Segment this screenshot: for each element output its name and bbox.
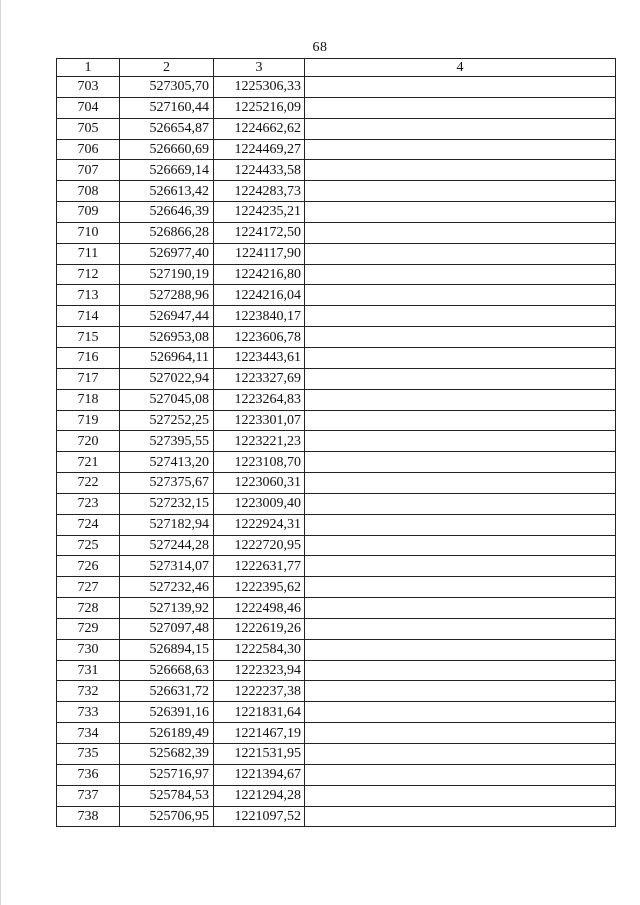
point-number-cell: 724 bbox=[57, 514, 120, 535]
point-number-cell: 730 bbox=[57, 639, 120, 660]
y-coordinate-cell: 1222395,62 bbox=[214, 577, 305, 598]
point-number-cell: 704 bbox=[57, 97, 120, 118]
y-coordinate-cell: 1223264,83 bbox=[214, 389, 305, 410]
x-coordinate-cell: 527160,44 bbox=[120, 97, 214, 118]
y-coordinate-cell: 1223606,78 bbox=[214, 327, 305, 348]
note-cell bbox=[305, 577, 616, 598]
point-number-cell: 710 bbox=[57, 222, 120, 243]
y-coordinate-cell: 1223301,07 bbox=[214, 410, 305, 431]
x-coordinate-cell: 526631,72 bbox=[120, 681, 214, 702]
point-number-cell: 719 bbox=[57, 410, 120, 431]
y-coordinate-cell: 1225306,33 bbox=[214, 77, 305, 98]
point-number-cell: 725 bbox=[57, 535, 120, 556]
table-row bbox=[57, 410, 616, 431]
point-number-cell: 703 bbox=[57, 77, 120, 98]
y-coordinate-cell: 1223840,17 bbox=[214, 306, 305, 327]
table-header-row bbox=[57, 59, 616, 77]
point-number-cell: 727 bbox=[57, 577, 120, 598]
x-coordinate-cell: 527375,67 bbox=[120, 473, 214, 494]
note-cell bbox=[305, 514, 616, 535]
table-row bbox=[57, 202, 616, 223]
x-coordinate-cell: 527139,92 bbox=[120, 598, 214, 619]
x-coordinate-cell: 526866,28 bbox=[120, 222, 214, 243]
y-coordinate-cell: 1222924,31 bbox=[214, 514, 305, 535]
table-row bbox=[57, 785, 616, 806]
table-row bbox=[57, 473, 616, 494]
y-coordinate-cell: 1223221,23 bbox=[214, 431, 305, 452]
note-cell bbox=[305, 702, 616, 723]
note-cell bbox=[305, 285, 616, 306]
table-row bbox=[57, 368, 616, 389]
table-row bbox=[57, 285, 616, 306]
y-coordinate-cell: 1223327,69 bbox=[214, 368, 305, 389]
table-row bbox=[57, 681, 616, 702]
note-cell bbox=[305, 660, 616, 681]
point-number-cell: 708 bbox=[57, 181, 120, 202]
x-coordinate-cell: 527244,28 bbox=[120, 535, 214, 556]
note-cell bbox=[305, 618, 616, 639]
table-row bbox=[57, 660, 616, 681]
point-number-cell: 736 bbox=[57, 764, 120, 785]
note-cell bbox=[305, 222, 616, 243]
note-cell bbox=[305, 306, 616, 327]
y-coordinate-cell: 1224469,27 bbox=[214, 139, 305, 160]
y-coordinate-cell: 1223443,61 bbox=[214, 347, 305, 368]
y-coordinate-cell: 1224283,73 bbox=[214, 181, 305, 202]
table-row bbox=[57, 723, 616, 744]
x-coordinate-cell: 527182,94 bbox=[120, 514, 214, 535]
table-row bbox=[57, 806, 616, 827]
table-row bbox=[57, 306, 616, 327]
table-row bbox=[57, 77, 616, 98]
y-coordinate-cell: 1222323,94 bbox=[214, 660, 305, 681]
x-coordinate-cell: 527045,08 bbox=[120, 389, 214, 410]
coordinates-table bbox=[56, 58, 616, 827]
table-body bbox=[57, 77, 616, 827]
x-coordinate-cell: 526964,11 bbox=[120, 347, 214, 368]
note-cell bbox=[305, 202, 616, 223]
point-number-cell: 713 bbox=[57, 285, 120, 306]
note-cell bbox=[305, 181, 616, 202]
y-coordinate-cell: 1221097,52 bbox=[214, 806, 305, 827]
x-coordinate-cell: 527232,46 bbox=[120, 577, 214, 598]
x-coordinate-cell: 527314,07 bbox=[120, 556, 214, 577]
table-row bbox=[57, 139, 616, 160]
x-coordinate-cell: 526894,15 bbox=[120, 639, 214, 660]
y-coordinate-cell: 1224117,90 bbox=[214, 243, 305, 264]
note-cell bbox=[305, 785, 616, 806]
point-number-cell: 722 bbox=[57, 473, 120, 494]
column-header-2: 2 bbox=[120, 59, 214, 77]
note-cell bbox=[305, 347, 616, 368]
x-coordinate-cell: 526668,63 bbox=[120, 660, 214, 681]
note-cell bbox=[305, 264, 616, 285]
x-coordinate-cell: 526953,08 bbox=[120, 327, 214, 348]
y-coordinate-cell: 1221294,28 bbox=[214, 785, 305, 806]
y-coordinate-cell: 1224433,58 bbox=[214, 160, 305, 181]
x-coordinate-cell: 527305,70 bbox=[120, 77, 214, 98]
column-header-3: 3 bbox=[214, 59, 305, 77]
point-number-cell: 737 bbox=[57, 785, 120, 806]
note-cell bbox=[305, 639, 616, 660]
point-number-cell: 731 bbox=[57, 660, 120, 681]
note-cell bbox=[305, 744, 616, 765]
table-row bbox=[57, 702, 616, 723]
point-number-cell: 735 bbox=[57, 744, 120, 765]
x-coordinate-cell: 525706,95 bbox=[120, 806, 214, 827]
point-number-cell: 732 bbox=[57, 681, 120, 702]
note-cell bbox=[305, 598, 616, 619]
y-coordinate-cell: 1221394,67 bbox=[214, 764, 305, 785]
table-row bbox=[57, 493, 616, 514]
table-row bbox=[57, 556, 616, 577]
y-coordinate-cell: 1224216,04 bbox=[214, 285, 305, 306]
point-number-cell: 709 bbox=[57, 202, 120, 223]
point-number-cell: 705 bbox=[57, 118, 120, 139]
table-row bbox=[57, 118, 616, 139]
point-number-cell: 723 bbox=[57, 493, 120, 514]
point-number-cell: 706 bbox=[57, 139, 120, 160]
x-coordinate-cell: 526977,40 bbox=[120, 243, 214, 264]
table-row bbox=[57, 744, 616, 765]
note-cell bbox=[305, 473, 616, 494]
table-row bbox=[57, 514, 616, 535]
x-coordinate-cell: 526391,16 bbox=[120, 702, 214, 723]
y-coordinate-cell: 1221531,95 bbox=[214, 744, 305, 765]
point-number-cell: 738 bbox=[57, 806, 120, 827]
page-number: 68 bbox=[312, 40, 328, 55]
x-coordinate-cell: 527395,55 bbox=[120, 431, 214, 452]
point-number-cell: 711 bbox=[57, 243, 120, 264]
x-coordinate-cell: 527022,94 bbox=[120, 368, 214, 389]
table-row bbox=[57, 431, 616, 452]
note-cell bbox=[305, 77, 616, 98]
point-number-cell: 733 bbox=[57, 702, 120, 723]
point-number-cell: 726 bbox=[57, 556, 120, 577]
point-number-cell: 718 bbox=[57, 389, 120, 410]
y-coordinate-cell: 1222584,30 bbox=[214, 639, 305, 660]
x-coordinate-cell: 527288,96 bbox=[120, 285, 214, 306]
table-row bbox=[57, 181, 616, 202]
x-coordinate-cell: 527232,15 bbox=[120, 493, 214, 514]
y-coordinate-cell: 1221831,64 bbox=[214, 702, 305, 723]
point-number-cell: 712 bbox=[57, 264, 120, 285]
note-cell bbox=[305, 535, 616, 556]
table-row bbox=[57, 347, 616, 368]
note-cell bbox=[305, 493, 616, 514]
table-row bbox=[57, 327, 616, 348]
table-row bbox=[57, 389, 616, 410]
x-coordinate-cell: 525682,39 bbox=[120, 744, 214, 765]
point-number-cell: 721 bbox=[57, 452, 120, 473]
note-cell bbox=[305, 806, 616, 827]
point-number-cell: 716 bbox=[57, 347, 120, 368]
y-coordinate-cell: 1222720,95 bbox=[214, 535, 305, 556]
note-cell bbox=[305, 410, 616, 431]
y-coordinate-cell: 1222237,38 bbox=[214, 681, 305, 702]
point-number-cell: 729 bbox=[57, 618, 120, 639]
y-coordinate-cell: 1222498,46 bbox=[214, 598, 305, 619]
point-number-cell: 734 bbox=[57, 723, 120, 744]
note-cell bbox=[305, 431, 616, 452]
x-coordinate-cell: 527097,48 bbox=[120, 618, 214, 639]
table-row bbox=[57, 535, 616, 556]
point-number-cell: 715 bbox=[57, 327, 120, 348]
note-cell bbox=[305, 139, 616, 160]
note-cell bbox=[305, 452, 616, 473]
table-row bbox=[57, 618, 616, 639]
x-coordinate-cell: 525716,97 bbox=[120, 764, 214, 785]
y-coordinate-cell: 1224662,62 bbox=[214, 118, 305, 139]
x-coordinate-cell: 527190,19 bbox=[120, 264, 214, 285]
y-coordinate-cell: 1225216,09 bbox=[214, 97, 305, 118]
table-row bbox=[57, 577, 616, 598]
note-cell bbox=[305, 556, 616, 577]
y-coordinate-cell: 1222619,26 bbox=[214, 618, 305, 639]
point-number-cell: 717 bbox=[57, 368, 120, 389]
y-coordinate-cell: 1224172,50 bbox=[214, 222, 305, 243]
table-row bbox=[57, 598, 616, 619]
table-row bbox=[57, 639, 616, 660]
coordinates-table-container bbox=[56, 58, 616, 827]
x-coordinate-cell: 526654,87 bbox=[120, 118, 214, 139]
table-row bbox=[57, 97, 616, 118]
column-header-4: 4 bbox=[305, 59, 616, 77]
note-cell bbox=[305, 681, 616, 702]
point-number-cell: 707 bbox=[57, 160, 120, 181]
note-cell bbox=[305, 160, 616, 181]
table-row bbox=[57, 764, 616, 785]
page-left-edge bbox=[0, 0, 1, 905]
x-coordinate-cell: 525784,53 bbox=[120, 785, 214, 806]
x-coordinate-cell: 526613,42 bbox=[120, 181, 214, 202]
y-coordinate-cell: 1223060,31 bbox=[214, 473, 305, 494]
x-coordinate-cell: 526669,14 bbox=[120, 160, 214, 181]
table-row bbox=[57, 243, 616, 264]
note-cell bbox=[305, 118, 616, 139]
table-row bbox=[57, 452, 616, 473]
y-coordinate-cell: 1221467,19 bbox=[214, 723, 305, 744]
y-coordinate-cell: 1223009,40 bbox=[214, 493, 305, 514]
y-coordinate-cell: 1224235,21 bbox=[214, 202, 305, 223]
x-coordinate-cell: 526189,49 bbox=[120, 723, 214, 744]
point-number-cell: 714 bbox=[57, 306, 120, 327]
note-cell bbox=[305, 243, 616, 264]
table-row bbox=[57, 264, 616, 285]
y-coordinate-cell: 1224216,80 bbox=[214, 264, 305, 285]
y-coordinate-cell: 1223108,70 bbox=[214, 452, 305, 473]
note-cell bbox=[305, 97, 616, 118]
table-row bbox=[57, 222, 616, 243]
point-number-cell: 720 bbox=[57, 431, 120, 452]
x-coordinate-cell: 527413,20 bbox=[120, 452, 214, 473]
point-number-cell: 728 bbox=[57, 598, 120, 619]
x-coordinate-cell: 527252,25 bbox=[120, 410, 214, 431]
x-coordinate-cell: 526947,44 bbox=[120, 306, 214, 327]
x-coordinate-cell: 526660,69 bbox=[120, 139, 214, 160]
note-cell bbox=[305, 389, 616, 410]
note-cell bbox=[305, 327, 616, 348]
y-coordinate-cell: 1222631,77 bbox=[214, 556, 305, 577]
table-row bbox=[57, 160, 616, 181]
x-coordinate-cell: 526646,39 bbox=[120, 202, 214, 223]
note-cell bbox=[305, 723, 616, 744]
note-cell bbox=[305, 764, 616, 785]
note-cell bbox=[305, 368, 616, 389]
column-header-1: 1 bbox=[57, 59, 120, 77]
